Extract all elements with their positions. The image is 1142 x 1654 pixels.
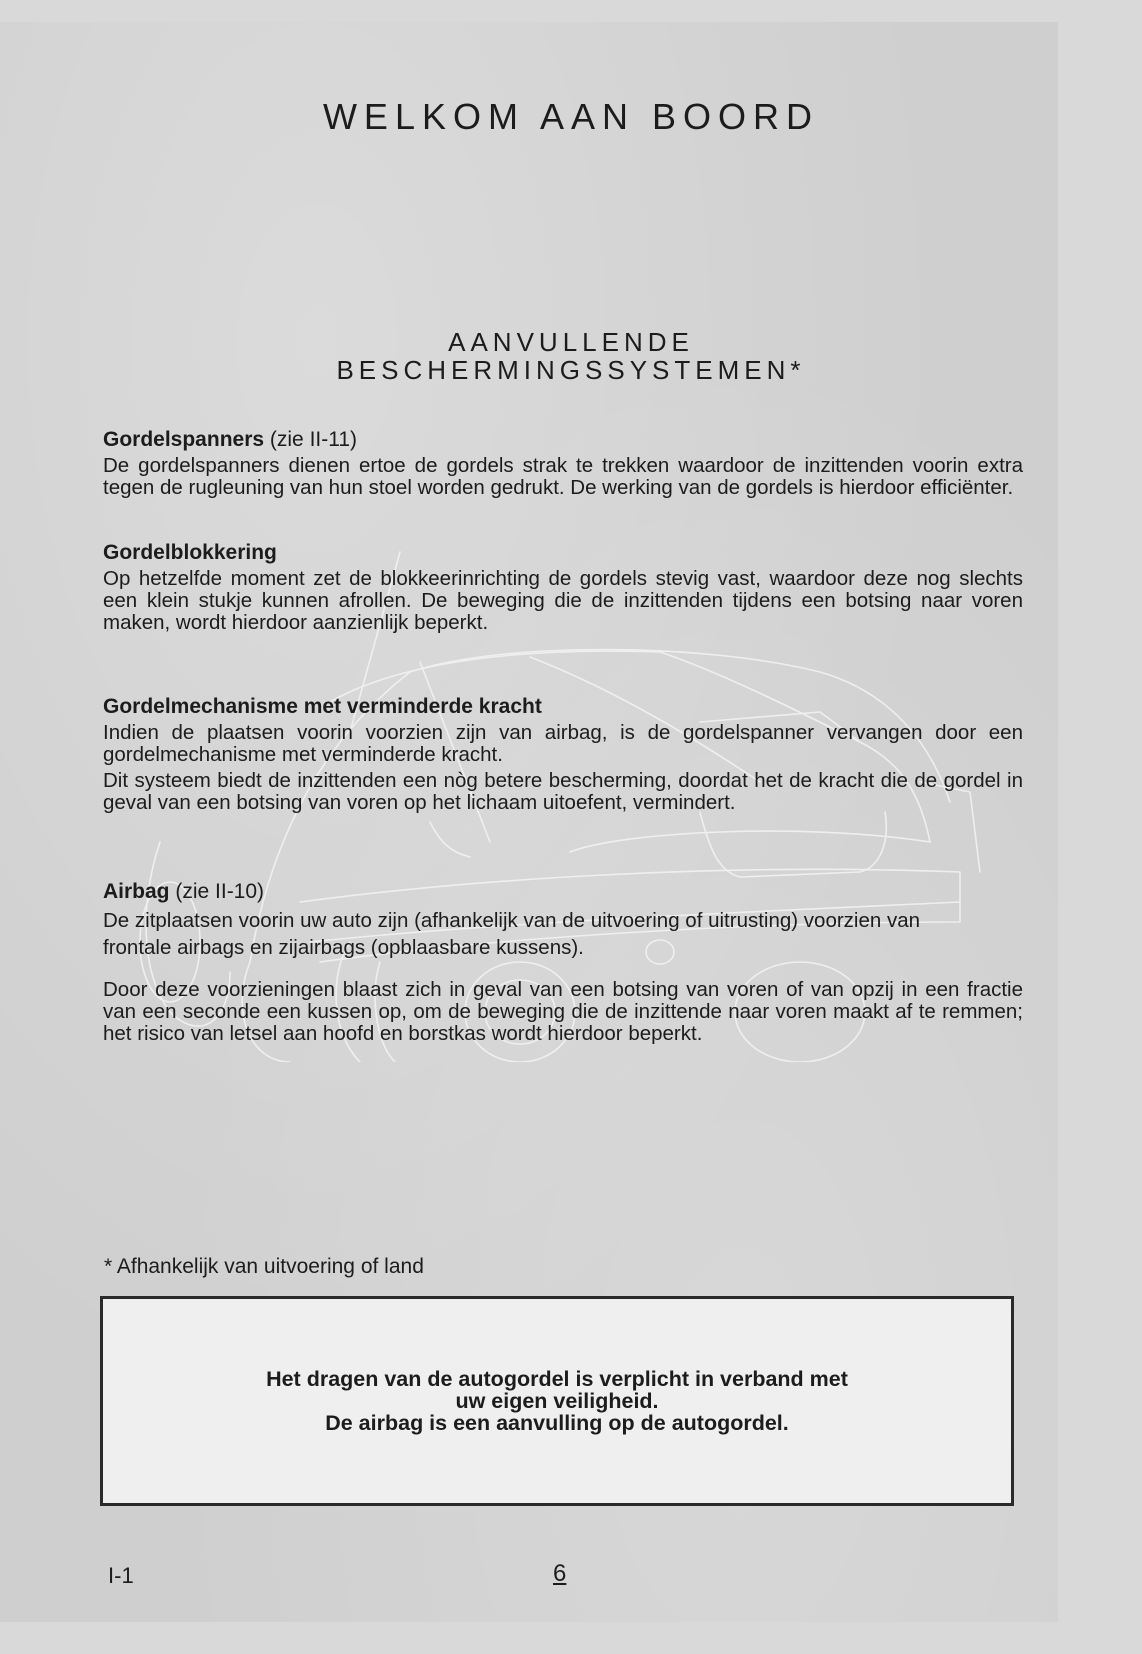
heading-text: Airbag (103, 880, 170, 903)
section-code: I-1 (108, 1563, 134, 1588)
footnote: * Afhankelijk van uitvoering of land (104, 1255, 424, 1278)
warning-text (266, 1368, 848, 1434)
page-title: WELKOM AAN BOORD (322, 96, 820, 137)
section-title-line-2: BESCHERMINGSSYSTEMEN* (336, 355, 806, 385)
warning-box (100, 1296, 1014, 1506)
section-gordelblokkering (103, 541, 1023, 634)
paragraph: Dit systeem biedt de inzittenden een nòg betere bescherming, doordat het de kracht die de gordel in geval van een botsing van voren op het lichaam uitoefent, vermindert. (103, 769, 1023, 814)
section-title-line-1: AANVULLENDE (448, 327, 694, 357)
heading-text: Gordelmechanisme met verminderde kracht (103, 695, 542, 718)
section-gordelmechanisme (103, 695, 1023, 814)
section-heading (103, 880, 1023, 904)
section-airbag (103, 880, 1023, 1045)
warning-line-3: De airbag is een aanvulling op de autogordel. (325, 1411, 789, 1435)
section-gordelspanners (103, 428, 1023, 499)
paragraph: De gordelspanners dienen ertoe de gordels strak te trekken waardoor de inzittenden voorin extra tegen de rugleuning van hun stoel worden gedrukt. De werking van de gordels is hierdoor efficiënter. (103, 454, 1023, 499)
warning-line-1: Het dragen van de autogordel is verplicht in verband met (266, 1367, 848, 1391)
section-heading (103, 695, 1023, 719)
paragraph: De zitplaatsen voorin uw auto zijn (afhankelijk van de uitvoering of uitrusting) voorzien van frontale airbags en zijairbags (opblaasbare kussens). (103, 909, 921, 959)
paragraph: Indien de plaatsen voorin voorzien zijn van airbag, is de gordelspanner vervangen door een gordelmechanisme met verminderde kracht. (103, 721, 1023, 766)
section-title (0, 328, 1142, 384)
page-number: 6 (553, 1560, 567, 1587)
section-heading (103, 541, 1023, 565)
warning-line-2: uw eigen veiligheid. (455, 1389, 659, 1413)
page-reference: (zie II-11) (264, 428, 358, 451)
paragraph: Op hetzelfde moment zet de blokkeerinrichting de gordels stevig vast, waardoor deze nog slechts een klein stukje kunnen afrollen. De beweging die de inzittenden tijdens een botsing naar voren maken, wordt hierdoor aanzienlijk beperkt. (103, 567, 1023, 634)
page-reference: (zie II-10) (169, 880, 265, 903)
paragraph: Door deze voorzieningen blaast zich in geval van een botsing van voren of van opzij in een fractie van een seconde een kussen op, om de beweging die de inzittende naar voren maakt af te remmen; het risico van letsel aan hoofd en borstkas wordt hierdoor beperkt. (103, 978, 1023, 1045)
heading-text: Gordelblokkering (103, 541, 277, 564)
section-heading (103, 428, 1023, 452)
heading-text: Gordelspanners (103, 428, 265, 451)
